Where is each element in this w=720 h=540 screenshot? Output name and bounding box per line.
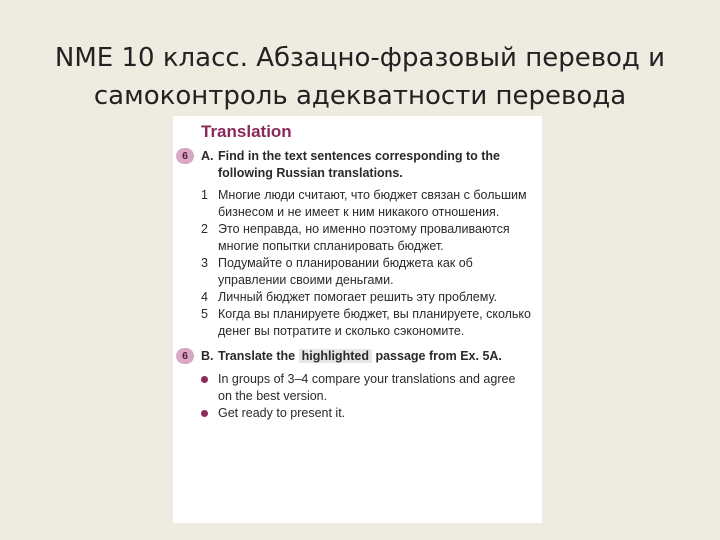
slide-title	[0, 39, 720, 115]
bullet-list	[201, 371, 532, 422]
item-text: Подумайте о планировании бюджета как об управлении своими деньгами.	[218, 256, 473, 287]
slide-title-line-2: самоконтроль адекватности перевода	[93, 81, 627, 112]
exercise-letter: A.	[201, 149, 214, 163]
translation-list	[201, 187, 532, 340]
exercise-6b	[182, 348, 532, 422]
exercise-instruction-row	[201, 148, 532, 182]
exercise-number-badge: 6	[176, 148, 194, 164]
item-text: Когда вы планируете бюджет, вы планируете, сколько денег вы потратите и сколько сэкономите.	[218, 307, 531, 338]
section-heading: Translation	[201, 122, 292, 141]
list-item	[201, 221, 532, 255]
item-text: Личный бюджет помогает решить эту проблему.	[218, 290, 497, 304]
exercise-instruction	[218, 348, 502, 365]
item-number: 4	[201, 290, 208, 304]
list-item	[201, 187, 532, 221]
list-item	[201, 306, 532, 340]
exercise-number-badge: 6	[176, 348, 194, 364]
exercise-6a	[182, 148, 532, 340]
textbook-page-image	[173, 116, 542, 523]
highlighted-word: highlighted	[299, 349, 372, 363]
item-text: Многие люди считают, что бюджет связан с большим бизнесом и не имеет к ним никакого отношения.	[218, 188, 527, 219]
item-text: Это неправда, но именно поэтому проваливаются многие попытки спланировать бюджет.	[218, 222, 510, 253]
item-number: 5	[201, 307, 208, 321]
exercise-letter: B.	[201, 349, 214, 363]
exercise-instruction: Find in the text sentences corresponding to the following Russian translations.	[218, 149, 500, 180]
slide-title-line-1: NME 10 класс. Абзацно-фразовый перевод и	[54, 43, 666, 74]
list-item	[201, 255, 532, 289]
bullet-text: In groups of 3–4 compare your translations and agree on the best version.	[218, 372, 516, 403]
list-item	[201, 289, 532, 306]
bullet-icon	[201, 405, 218, 422]
list-item	[201, 371, 532, 405]
item-number: 3	[201, 256, 208, 270]
list-item	[201, 405, 532, 422]
exercise-instruction-row	[201, 348, 532, 365]
bullet-text: Get ready to present it.	[218, 406, 346, 420]
instruction-after: passage from Ex. 5A.	[375, 349, 502, 363]
instruction-before: Translate the	[218, 349, 296, 363]
item-number: 1	[201, 188, 208, 202]
item-number: 2	[201, 222, 208, 236]
bullet-icon	[201, 371, 218, 388]
